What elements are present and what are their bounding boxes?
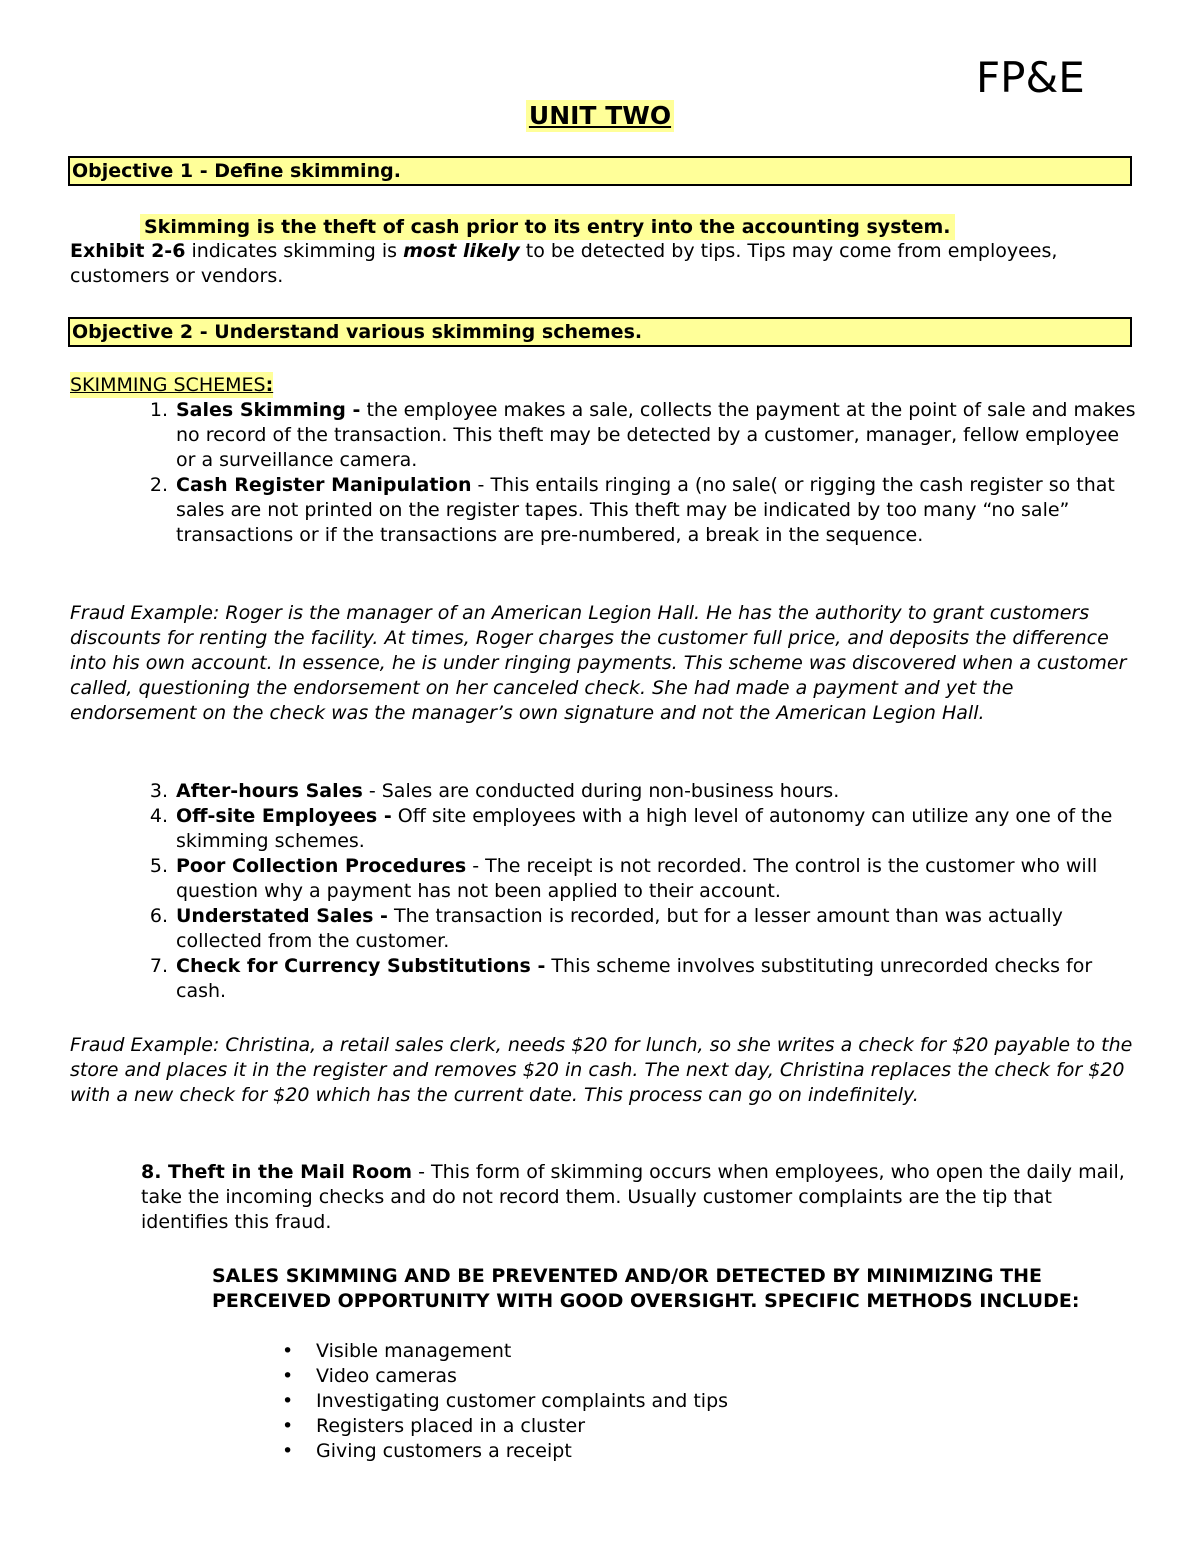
fraud-example-christina: Fraud Example: Christina, a retail sales clerk, needs $20 for lunch, so she writes a check for $20 payable to the store and places it in the register and removes $20 in cash. The next day, Christina replaces the check for $20 with a new check for $20 which has the current date. This process can go on indefinitely. [70, 1034, 1133, 1106]
scheme-item [149, 398, 1136, 473]
bullet-icon: • [282, 1440, 294, 1462]
page-title: UNIT TWO [526, 100, 674, 132]
scheme-number: 4. [149, 805, 168, 827]
prevention-method-item [282, 1439, 728, 1464]
scheme-item [149, 954, 1136, 1004]
theft-mail-room-paragraph [141, 1160, 1131, 1235]
title-wrap [0, 100, 1200, 132]
corner-mark: FP&E [976, 53, 1085, 102]
prevention-method-text: Giving customers a receipt [316, 1440, 572, 1462]
prevention-method-text: Registers placed in a cluster [316, 1415, 586, 1437]
scheme-item [149, 904, 1136, 954]
fraud-example-roger: Fraud Example: Roger is the manager of an American Legion Hall. He has the authority to grant customers discounts for renting the facility. At times, Roger charges the customer full price, and deposits the difference into his own account. In essence, he is under ringing payments. This scheme was discovered when a customer called, questioning the endorsement on her canceled check. She had made a payment and yet the endorsement on the check was the manager’s own signature and not the American Legion Hall. [70, 602, 1127, 724]
scheme-item [149, 473, 1136, 548]
bullet-icon: • [282, 1365, 294, 1387]
objective-2-box: Objective 2 - Understand various skimming schemes. [68, 317, 1132, 347]
bullet-icon: • [282, 1340, 294, 1362]
scheme-term: Cash Register Manipulation [176, 474, 472, 496]
objective-1-box: Objective 1 - Define skimming. [68, 156, 1132, 186]
prevention-method-text: Investigating customer complaints and tips [316, 1390, 729, 1412]
scheme-item [149, 779, 1136, 804]
theft-mail-term: 8. Theft in the Mail Room [141, 1161, 413, 1183]
scheme-description: The transaction is recorded, but for a lesser amount than was actually collected from the customer. [176, 905, 1063, 952]
prevention-method-item [282, 1414, 728, 1439]
scheme-number: 6. [149, 905, 168, 927]
bullet-icon: • [282, 1415, 294, 1437]
prevention-methods-list [282, 1339, 729, 1464]
scheme-description: the employee makes a sale, collects the payment at the point of sale and makes no record of the transaction. This theft may be detected by a customer, manager, fellow employee or a surveillance camera. [176, 399, 1136, 471]
skimming-definition: Skimming is the theft of cash prior to its entry into the accounting system. [140, 214, 955, 240]
schemes-list-part-1 [149, 398, 1136, 548]
schemes-heading-text: SKIMMING SCHEMES [70, 374, 266, 396]
scheme-number: 2. [149, 474, 168, 496]
prevention-method-text: Visible management [316, 1340, 512, 1362]
scheme-term: Understated Sales - [176, 905, 388, 927]
scheme-term: Poor Collection Procedures [176, 855, 467, 877]
scheme-number: 1. [149, 399, 168, 421]
scheme-term: Sales Skimming - [176, 399, 361, 421]
exhibit-text-2: to be detected by tips. Tips may come from employees, customers or vendors. [70, 240, 1058, 287]
scheme-description: - Sales are conducted during non-business hours. [362, 780, 840, 802]
scheme-number: 5. [149, 855, 168, 877]
scheme-term: Off-site Employees - [176, 805, 392, 827]
scheme-description: This scheme involves substituting unrecorded checks for cash. [176, 955, 1093, 1002]
scheme-term: After-hours Sales [176, 780, 363, 802]
exhibit-text-1: indicates skimming is [185, 240, 404, 262]
exhibit-paragraph [70, 239, 1130, 289]
prevention-method-text: Video cameras [316, 1365, 457, 1387]
prevention-method-item [282, 1339, 728, 1364]
scheme-description: - The receipt is not recorded. The control is the customer who will question why a payment has not been applied to their account. [176, 855, 1098, 902]
schemes-heading-colon: : [265, 374, 274, 396]
scheme-number: 3. [149, 780, 168, 802]
prevention-method-item [282, 1364, 728, 1389]
scheme-item [149, 804, 1136, 854]
exhibit-emphasis: most likely [403, 240, 520, 262]
schemes-heading [70, 372, 273, 398]
prevention-method-item [282, 1389, 729, 1414]
scheme-description: - This entails ringing a (no sale( or rigging the cash register so that sales are not printed on the register tapes. This theft may be indicated by too many “no sale” transactions or if the transactions are pre-numbered, a break in the sequence. [176, 474, 1115, 546]
schemes-list-part-2 [149, 779, 1136, 1004]
prevention-heading: SALES SKIMMING AND BE PREVENTED AND/OR DETECTED BY MINIMIZING THE PERCEIVED OPPORTUNITY WITH GOOD OVERSIGHT. SPECIFIC METHODS INCLUDE: [212, 1265, 1080, 1312]
theft-mail-desc: - This form of skimming occurs when employees, who open the daily mail, take the incoming checks and do not record them. Usually customer complaints are the tip that identifies this fraud. [141, 1161, 1125, 1233]
exhibit-reference: Exhibit 2-6 [70, 240, 186, 262]
scheme-description: Off site employees with a high level of autonomy can utilize any one of the skimming schemes. [176, 805, 1113, 852]
scheme-number: 7. [149, 955, 168, 977]
scheme-term: Check for Currency Substitutions - [176, 955, 546, 977]
scheme-item [149, 854, 1136, 904]
bullet-icon: • [282, 1390, 294, 1412]
